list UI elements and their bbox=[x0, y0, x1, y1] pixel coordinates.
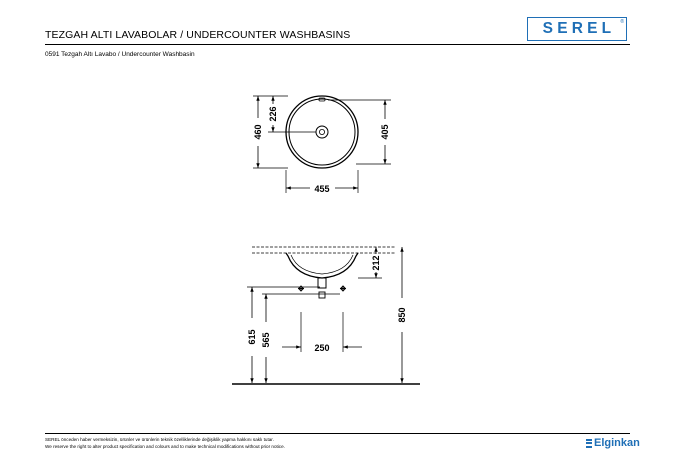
dim-455: 455 bbox=[314, 184, 330, 194]
valve-right bbox=[340, 286, 346, 292]
dim-212: 212 bbox=[371, 255, 381, 271]
side-view bbox=[232, 247, 420, 384]
product-name: 0591 Tezgah Altı Lavabo / Undercounter Washbasin bbox=[45, 51, 195, 58]
dim-250: 250 bbox=[314, 343, 330, 353]
dim-460: 460 bbox=[253, 124, 263, 140]
elginkan-logo bbox=[586, 437, 640, 449]
dim-226: 226 bbox=[268, 106, 278, 122]
drain-inner bbox=[319, 129, 324, 134]
drain-pipe bbox=[318, 278, 326, 288]
drain-trap bbox=[319, 292, 325, 298]
registered-mark: ® bbox=[620, 19, 624, 25]
disclaimer-english: We reserve the right to alter product specification and colours and to make technical modifications without prior notice. bbox=[45, 444, 285, 449]
dim-850: 850 bbox=[397, 307, 407, 323]
valve-left bbox=[298, 286, 304, 292]
logo-text: SEREL bbox=[542, 20, 616, 37]
dim-565: 565 bbox=[261, 332, 271, 348]
elginkan-text: Elginkan bbox=[594, 437, 640, 449]
top-view bbox=[253, 96, 391, 194]
elginkan-mark-icon bbox=[586, 439, 592, 448]
drain-outer bbox=[316, 126, 328, 138]
dim-405: 405 bbox=[380, 124, 390, 140]
disclaimer-turkish: SEREL önceden haber vermeksizin, ürünler ve ürünlerin teknik özelliklerinde değişiklik yapma hakkını saklı tutar. bbox=[45, 437, 274, 442]
page-title: TEZGAH ALTI LAVABOLAR / UNDERCOUNTER WASHBASINS bbox=[45, 29, 351, 41]
dim-615: 615 bbox=[247, 329, 257, 345]
footer-divider bbox=[45, 433, 630, 434]
